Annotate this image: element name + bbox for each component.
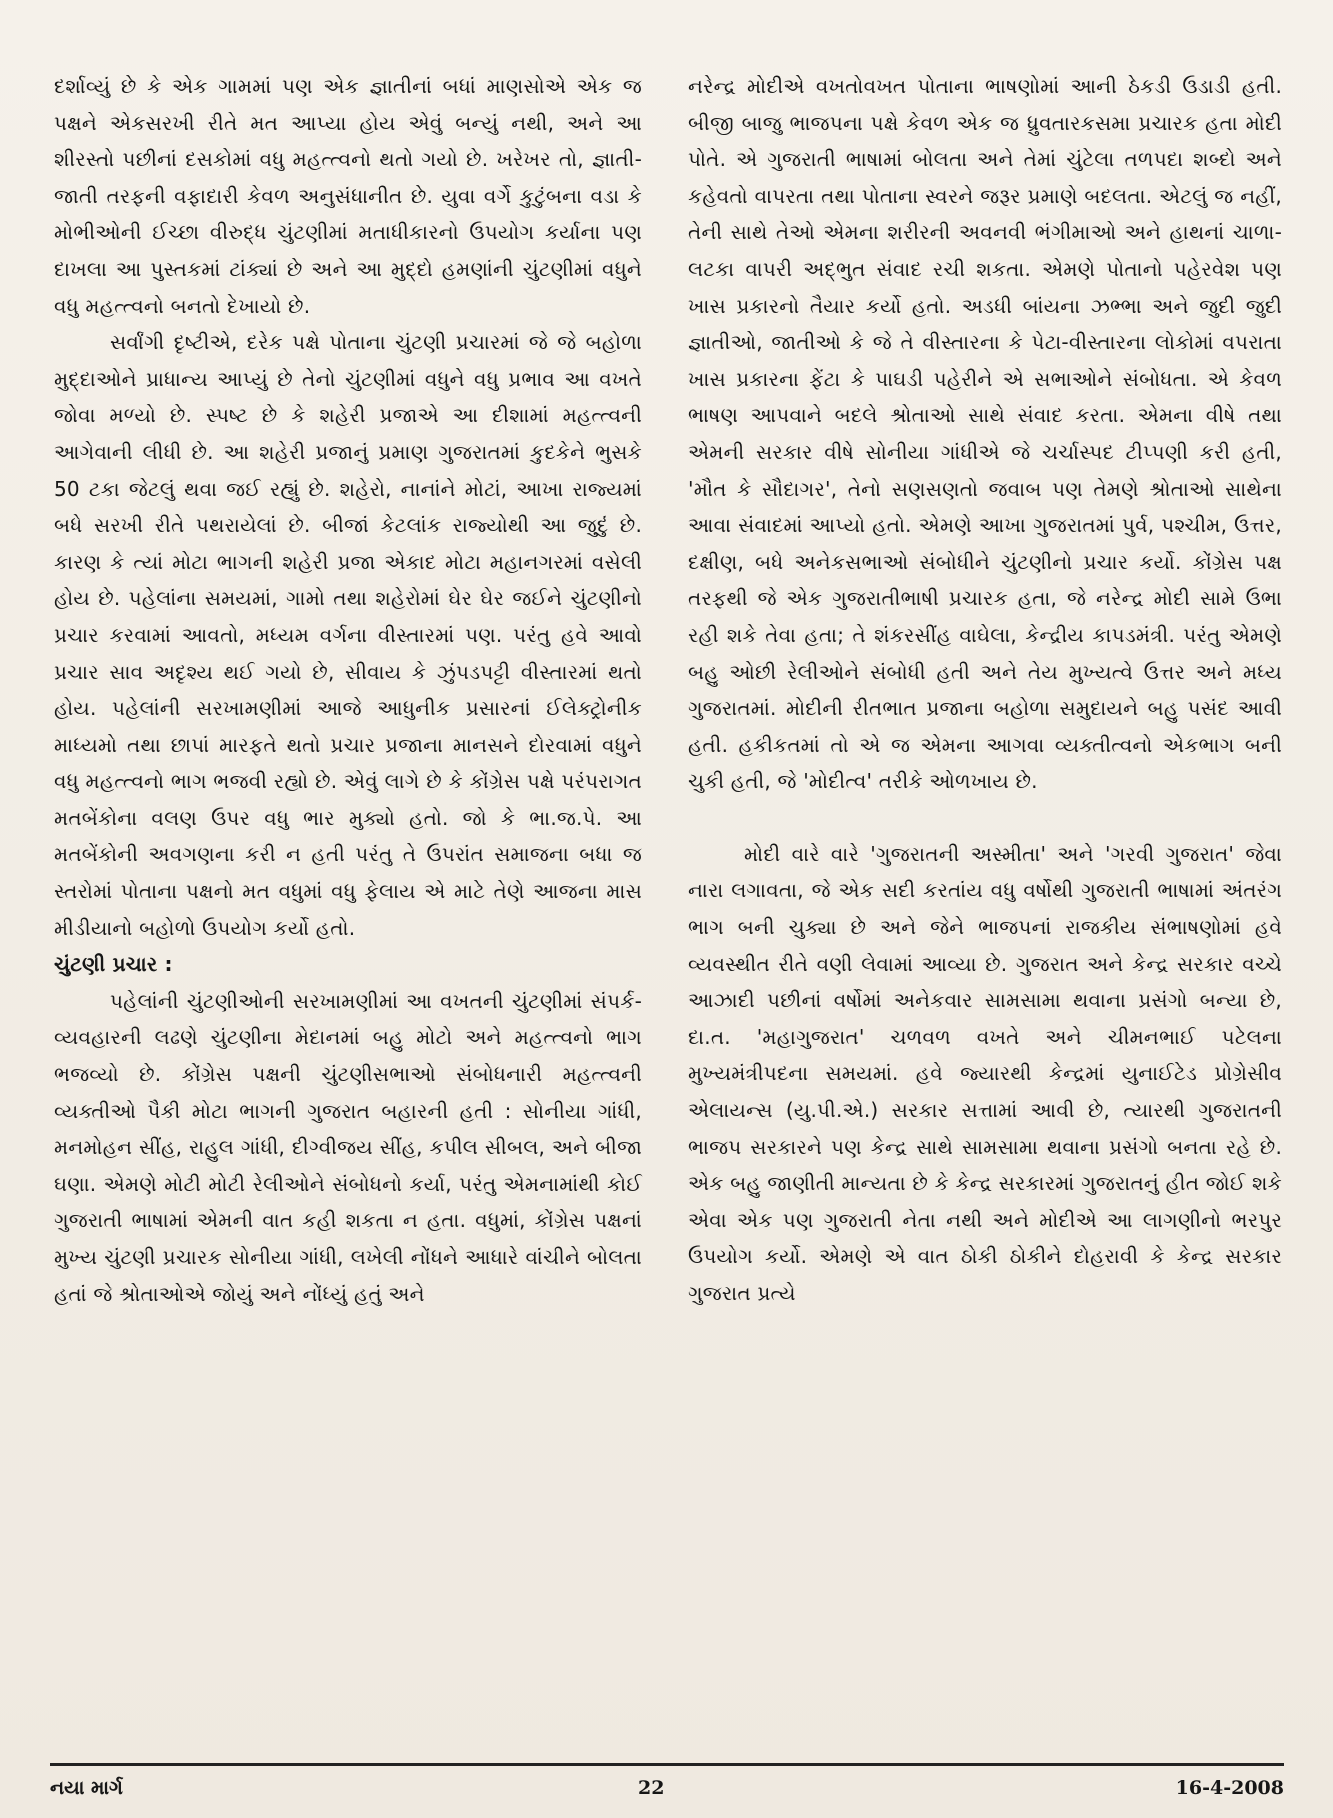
footer-divider <box>50 1763 1284 1766</box>
left-paragraph-2: સર્વાંગી દૃષ્ટીએ, દરેક પક્ષે પોતાના ચુંટણી પ્રચારમાં જે જે બહોળા મુદ્દાઓને પ્રાધાન્ય આપ્યું છે તેનો ચુંટણીમાં વધુને વધુ પ્રભાવ આ વખતે જોવા મળ્યો છે. સ્પષ્ટ છે કે શહેરી પ્રજાએ આ દીશામાં મહત્ત્વની આગેવાની લીધી છે. આ શહેરી પ્રજાનું પ્રમાણ ગુજરાતમાં કુદકેને ભુસકે 50 ટકા જેટલું થવા જઈ રહ્યું છે. શહેરો, નાનાંને મોટાં, આખા રાજ્યમાં બધે સરખી રીતે પથરાયેલાં છે. બીજાં કેટલાંક રાજ્યોથી આ જુદું છે. કારણ કે ત્યાં મોટા ભાગની શહેરી પ્રજા એકાદ મોટા મહાનગરમાં વસેલી હોય છે. પહેલાંના સમયમાં, ગામો તથા શહેરોમાં ઘેર ઘેર જઈને ચુંટણીનો પ્રચાર કરવામાં આવતો, મધ્યમ વર્ગના વીસ્તારમાં પણ. પરંતુ હવે આવો પ્રચાર સાવ અદૃશ્ય થઈ ગયો છે, સીવાય કે ઝુંપડપટ્ટી વીસ્તારમાં થતો હોય. પહેલાંની સરખામણીમાં આજે આધુનીક પ્રસારનાં ઈલેક્ટ્રોનીક માધ્યમો તથા છાપાં મારફતે થતો પ્રચાર પ્રજાના માનસને દોરવામાં વધુને વધુ મહત્ત્વનો ભાગ ભજવી રહ્યો છે. એવું લાગે છે કે કોંગ્રેસ પક્ષે પરંપરાગત મતબેંકોના વલણ ઉપર વધુ ભાર મુક્યો હતો. જો કે ભા.જ.પે. આ મતબેંકોની અવગણના કરી ન હતી પરંતુ તે ઉપરાંત સમાજના બધા જ સ્તરોમાં પોતાના પક્ષનો મત વધુમાં વધુ ફેલાય એ માટે તેણે આજના માસ મીડીયાનો બહોળો ઉપયોગ કર્યો હતો. <box>54 330 642 940</box>
issue-date: 16-4-2008 <box>1175 1777 1284 1799</box>
right-paragraph-2: મોદી વારે વારે 'ગુજરાતની અસ્મીતા' અને 'ગરવી ગુજરાત' જેવા નારા લગાવતા, જે એક સદી કરતાંય વધુ વર્ષોથી ગુજરાતી ભાષામાં અંતરંગ ભાગ બની ચુક્યા છે અને જેને ભાજપનાં રાજકીય સંભાષણોમાં હવે વ્યવસ્થીત રીતે વણી લેવામાં આવ્યા છે. ગુજરાત અને કેન્દ્ર સરકાર વચ્ચે આઝાદી પછીનાં વર્ષોમાં અનેકવાર સામસામા થવાના પ્રસંગો બન્યા છે, દા.ત. 'મહાગુજરાત' ચળવળ વખતે અને ચીમનભાઈ પટેલના મુખ્યમંત્રીપદના સમયમાં. હવે જ્યારથી કેન્દ્રમાં યુનાઈટેડ પ્રોગ્રેસીવ એલાયન્સ (યુ.પી.એ.) સરકાર સત્તામાં આવી છે, ત્યારથી ગુજરાતની ભાજપ સરકારને પણ કેન્દ્ર સાથે સામસામા થવાના પ્રસંગો બનતા રહે છે. એક બહુ જાણીતી માન્યતા છે કે કેન્દ્ર સરકારમાં ગુજરાતનું હીત જોઈ શકે એવા એક પણ ગુજરાતી નેતા નથી અને મોદીએ આ લાગણીનો ભરપુર ઉપયોગ કર્યો. એમણે એ વાત ઠોકી ઠોકીને દોહરાવી કે કેન્દ્ર સરકાર ગુજરાત પ્રત્યે <box>688 841 1282 1305</box>
left-paragraph-1: દર્શાવ્યું છે કે એક ગામમાં પણ એક જ્ઞાતીનાં બધાં માણસોએ એક જ પક્ષને એકસરખી રીતે મત આપ્યા હોય એવું બન્યું નથી, અને આ શીરસ્તો પછીનાં દસકોમાં વધુ મહત્ત્વનો થતો ગયો છે. ખરેખર તો, જ્ઞાતી-જાતી તરફની વફાદારી કેવળ અનુસંધાનીત છે. યુવા વર્ગે કુટુંબના વડા કે મોભીઓની ઈચ્છા વીરુદ્ધ ચુંટણીમાં મતાધીકારનો ઉપયોગ કર્યાના પણ દાખલા આ પુસ્તકમાં ટાંક્યાં છે અને આ મુદ્દો હમણાંની ચુંટણીમાં વધુને વધુ મહત્ત્વનો બનતો દેખાયો છે. <box>54 74 642 318</box>
page-number: 22 <box>638 1777 665 1799</box>
left-column <box>54 68 642 1312</box>
left-paragraph-3: પહેલાંની ચુંટણીઓની સરખામણીમાં આ વખતની ચુંટણીમાં સંપર્ક-વ્યવહારની લઢણે ચુંટણીના મેદાનમાં બહુ મોટો અને મહત્ત્વનો ભાગ ભજવ્યો છે. કોંગ્રેસ પક્ષની ચુંટણીસભાઓ સંબોધનારી મહત્ત્વની વ્યક્તીઓ પૈકી મોટા ભાગની ગુજરાત બહારની હતી : સોનીયા ગાંધી, મનમોહન સીંહ, રાહુલ ગાંધી, દીગ્વીજય સીંહ, કપીલ સીબલ, અને બીજા ઘણા. એમણે મોટી મોટી રેલીઓને સંબોધનો કર્યા, પરંતુ એમનામાંથી કોઈ ગુજરાતી ભાષામાં એમની વાત કહી શકતા ન હતા. વધુમાં, કોંગ્રેસ પક્ષનાં મુખ્ય ચુંટણી પ્રચારક સોનીયા ગાંધી, લખેલી નોંધને આધારે વાંચીને બોલતા હતાં જે શ્રોતાઓએ જોયું અને નોંધ્યું હતું અને <box>54 988 642 1306</box>
section-heading: ચુંટણી પ્રચાર : <box>54 952 173 977</box>
right-column <box>688 68 1282 1312</box>
page-footer <box>50 1769 1284 1809</box>
right-paragraph-1: નરેન્દ્ર મોદીએ વખતોવખત પોતાના ભાષણોમાં આની ઠેકડી ઉડાડી હતી. બીજી બાજુ ભાજપના પક્ષે કેવળ એક જ ધ્રુવતારકસમા પ્રચારક હતા મોદી પોતે. એ ગુજરાતી ભાષામાં બોલતા અને તેમાં ચુંટેલા તળપદા શબ્દો અને કહેવતો વાપરતા તથા પોતાના સ્વરને જરૂર પ્રમાણે બદલતા. એટલું જ નહીં, તેની સાથે તેઓ એમના શરીરની અવનવી ભંગીમાઓ અને હાથનાં ચાળા-લટકા વાપરી અદ્ભુત સંવાદ રચી શકતા. એમણે પોતાનો પહેરવેશ પણ ખાસ પ્રકારનો તૈયાર કર્યો હતો. અડધી બાંયના ઝભ્ભા અને જુદી જુદી જ્ઞાતીઓ, જાતીઓ કે જે તે વીસ્તારના કે પેટા-વીસ્તારના લોકોમાં વપરાતા ખાસ પ્રકારના ફેંટા કે પાઘડી પહેરીને એ સભાઓને સંબોધતા. એ કેવળ ભાષણ આપવાને બદલે શ્રોતાઓ સાથે સંવાદ કરતા. એમના વીષે તથા એમની સરકાર વીષે સોનીયા ગાંધીએ જે ચર્ચાસ્પદ ટીપ્પણી કરી હતી, 'મૌત કે સૌદાગર', તેનો સણસણતો જવાબ પણ તેમણે શ્રોતાઓ સાથેના આવા સંવાદમાં આપ્યો હતો. એમણે આખા ગુજરાતમાં પુર્વ, પશ્ચીમ, ઉત્તર, દક્ષીણ, બધે અનેકસભાઓ સંબોધીને ચુંટણીનો પ્રચાર કર્યો. કોંગ્રેસ પક્ષ તરફથી જે એક ગુજરાતીભાષી પ્રચારક હતા, જે નરેન્દ્ર મોદી સામે ઉભા રહી શકે તેવા હતા; તે શંકરસીંહ વાઘેલા, કેન્દ્રીય કાપડમંત્રી. પરંતુ એમણે બહુ ઓછી રેલીઓને સંબોધી હતી અને તેય મુખ્યત્વે ઉત્તર અને મધ્ય ગુજરાતમાં. મોદીની રીતભાત પ્રજાના બહોળા સમુદાયને બહુ પસંદ આવી હતી. હકીકતમાં તો એ જ એમના આગવા વ્યક્તીત્વનો એકભાગ બની ચુકી હતી, જે 'મોદીત્વ' તરીકે ઓળખાય છે. <box>688 74 1282 794</box>
publication-name: નયા માર્ગ <box>50 1777 123 1799</box>
